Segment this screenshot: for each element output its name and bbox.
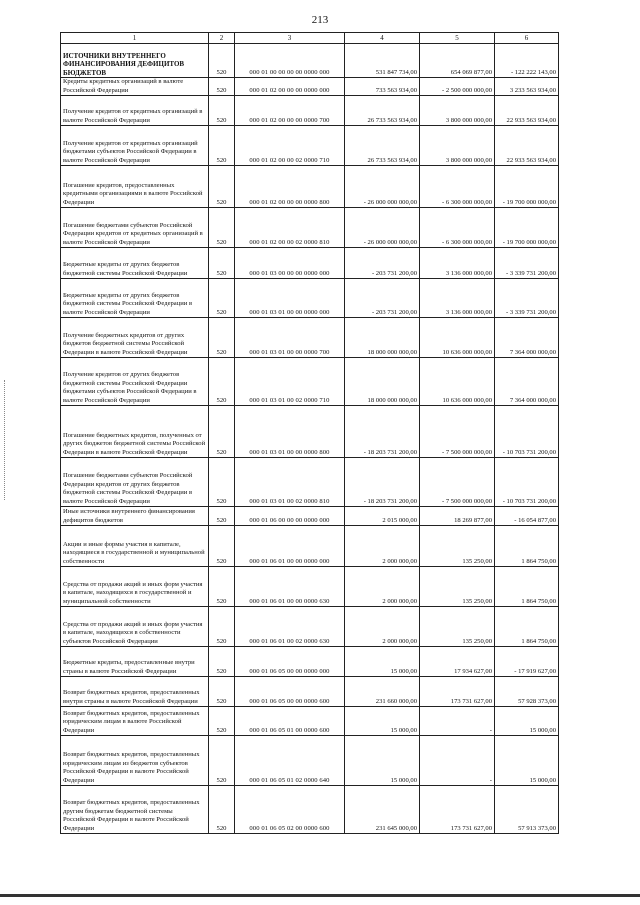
row-approved: 733 563 934,00 <box>345 78 420 96</box>
row-approved: 231 660 000,00 <box>345 677 420 707</box>
row-approved: - 203 731 200,00 <box>345 279 420 318</box>
row-code: 520 <box>209 358 235 406</box>
row-kbk: 000 01 03 01 00 00 0000 700 <box>235 318 345 358</box>
row-unexecuted: - 19 700 000 000,00 <box>495 166 559 208</box>
table-row <box>61 786 559 834</box>
table-row <box>61 208 559 248</box>
row-unexecuted: 57 928 373,00 <box>495 677 559 707</box>
table-row <box>61 707 559 736</box>
row-kbk: 000 01 06 01 00 00 0000 000 <box>235 526 345 567</box>
row-unexecuted: 3 233 563 934,00 <box>495 78 559 96</box>
row-kbk: 000 01 02 00 00 00 0000 800 <box>235 166 345 208</box>
row-unexecuted: 15 000,00 <box>495 736 559 786</box>
row-executed: - 6 300 000 000,00 <box>420 166 495 208</box>
row-code: 520 <box>209 647 235 677</box>
row-unexecuted: 1 864 750,00 <box>495 607 559 647</box>
row-executed: 135 250,00 <box>420 526 495 567</box>
row-approved: 26 733 563 934,00 <box>345 126 420 166</box>
row-approved: 2 000 000,00 <box>345 607 420 647</box>
row-approved: - 203 731 200,00 <box>345 248 420 279</box>
row-unexecuted: - 10 703 731 200,00 <box>495 458 559 507</box>
row-executed: 10 636 000 000,00 <box>420 358 495 406</box>
row-name: Погашение бюджетами субъектов Российской Федерации кредитов от кредитных организаций в валюте Российской Федерации <box>61 208 209 248</box>
table-row <box>61 78 559 96</box>
row-approved: 15 000,00 <box>345 647 420 677</box>
row-executed: 3 800 000 000,00 <box>420 126 495 166</box>
column-header: 4 <box>345 33 420 44</box>
row-code: 520 <box>209 526 235 567</box>
row-executed: 18 269 877,00 <box>420 507 495 526</box>
row-executed: 17 934 627,00 <box>420 647 495 677</box>
row-executed: 173 731 627,00 <box>420 786 495 834</box>
row-executed: - <box>420 736 495 786</box>
row-code: 520 <box>209 208 235 248</box>
row-kbk: 000 01 06 05 00 00 0000 000 <box>235 647 345 677</box>
row-unexecuted: 7 364 000 000,00 <box>495 358 559 406</box>
column-header: 5 <box>420 33 495 44</box>
row-approved: 2 000 000,00 <box>345 567 420 607</box>
row-name: Средства от продажи акций и иных форм участия в капитале, находящихся в государственной и муниципальной собственности <box>61 567 209 607</box>
table-row <box>61 358 559 406</box>
row-code: 520 <box>209 78 235 96</box>
row-unexecuted: - 19 700 000 000,00 <box>495 208 559 248</box>
table-row <box>61 96 559 126</box>
row-name: Акции и иные формы участия в капитале, находящиеся в государственной и муниципальной собственности <box>61 526 209 567</box>
row-kbk: 000 01 00 00 00 00 0000 000 <box>235 44 345 78</box>
table-row <box>61 647 559 677</box>
row-executed: - 6 300 000 000,00 <box>420 208 495 248</box>
row-approved: 15 000,00 <box>345 736 420 786</box>
row-kbk: 000 01 02 00 00 02 0000 810 <box>235 208 345 248</box>
row-approved: - 18 203 731 200,00 <box>345 406 420 458</box>
scan-edge <box>0 894 640 897</box>
row-unexecuted: 1 864 750,00 <box>495 526 559 567</box>
row-kbk: 000 01 06 01 00 00 0000 630 <box>235 567 345 607</box>
row-code: 520 <box>209 607 235 647</box>
row-code: 520 <box>209 786 235 834</box>
row-unexecuted: - 3 339 731 200,00 <box>495 279 559 318</box>
row-kbk: 000 01 03 00 00 00 0000 000 <box>235 248 345 279</box>
column-header-row <box>61 33 559 44</box>
row-code: 520 <box>209 126 235 166</box>
row-executed: 135 250,00 <box>420 607 495 647</box>
row-unexecuted: 57 913 373,00 <box>495 786 559 834</box>
row-approved: - 26 000 000 000,00 <box>345 166 420 208</box>
page-number: 213 <box>311 14 329 26</box>
row-name: Бюджетные кредиты от других бюджетов бюджетной системы Российской Федерации в валюте Российской Федерации <box>61 279 209 318</box>
table-row <box>61 677 559 707</box>
row-executed: 3 136 000 000,00 <box>420 279 495 318</box>
row-code: 520 <box>209 677 235 707</box>
row-name: Получение бюджетных кредитов от других бюджетов бюджетной системы Российской Федерации в валюте Российской Федерации <box>61 318 209 358</box>
row-name: Получение кредитов от других бюджетов бюджетной системы Российской Федерации бюджетами субъектов Российской Федерации в валюте Российской Федерации <box>61 358 209 406</box>
row-kbk: 000 01 03 01 00 02 0000 710 <box>235 358 345 406</box>
row-name: Бюджетные кредиты от других бюджетов бюджетной системы Российской Федерации <box>61 248 209 279</box>
row-name: Погашение бюджетных кредитов, полученных от других бюджетов бюджетной системы Российской Федерации в валюте Российской Федерации <box>61 406 209 458</box>
row-code: 520 <box>209 406 235 458</box>
row-kbk: 000 01 06 01 00 02 0000 630 <box>235 607 345 647</box>
row-name: Получение кредитов от кредитных организаций в валюте Российской Федерации <box>61 96 209 126</box>
table-row <box>61 44 559 78</box>
row-code: 520 <box>209 96 235 126</box>
row-approved: - 18 203 731 200,00 <box>345 458 420 507</box>
table-row <box>61 526 559 567</box>
row-name: Возврат бюджетных кредитов, предоставленных внутри страны в валюте Российской Федерации <box>61 677 209 707</box>
row-name: Погашение бюджетами субъектов Российской Федерации кредитов от других бюджетов бюджетной системы Российской Федерации в валюте Российской Федерации <box>61 458 209 507</box>
row-approved: - 26 000 000 000,00 <box>345 208 420 248</box>
row-kbk: 000 01 02 00 00 00 0000 000 <box>235 78 345 96</box>
budget-sources-table <box>60 32 559 834</box>
row-code: 520 <box>209 248 235 279</box>
row-unexecuted: 22 933 563 934,00 <box>495 126 559 166</box>
table-row <box>61 166 559 208</box>
row-executed: - <box>420 707 495 736</box>
row-code: 520 <box>209 567 235 607</box>
column-header: 3 <box>235 33 345 44</box>
row-name: Погашение кредитов, предоставленных кредитными организациями в валюте Российской Федерации <box>61 166 209 208</box>
row-unexecuted: - 122 222 143,00 <box>495 44 559 78</box>
row-approved: 231 645 000,00 <box>345 786 420 834</box>
table-row <box>61 318 559 358</box>
row-kbk: 000 01 06 05 00 00 0000 600 <box>235 677 345 707</box>
row-name: Возврат бюджетных кредитов, предоставленных юридическим лицам из бюджетов субъектов Российской Федерации в валюте Российской Федерации <box>61 736 209 786</box>
row-name: Возврат бюджетных кредитов, предоставленных другим бюджетам бюджетной системы Российской Федерации в валюте Российской Федерации <box>61 786 209 834</box>
row-unexecuted: - 10 703 731 200,00 <box>495 406 559 458</box>
row-kbk: 000 01 02 00 00 00 0000 700 <box>235 96 345 126</box>
row-name: Иные источники внутреннего финансирования дефицитов бюджетов <box>61 507 209 526</box>
row-kbk: 000 01 06 00 00 00 0000 000 <box>235 507 345 526</box>
row-name: ИСТОЧНИКИ ВНУТРЕННЕГО ФИНАНСИРОВАНИЯ ДЕФИЦИТОВ БЮДЖЕТОВ <box>61 44 209 78</box>
table-row <box>61 607 559 647</box>
table-row <box>61 507 559 526</box>
row-code: 520 <box>209 44 235 78</box>
row-name: Получение кредитов от кредитных организаций бюджетами субъектов Российской Федерации в валюте Российской Федерации <box>61 126 209 166</box>
table-row <box>61 736 559 786</box>
row-code: 520 <box>209 318 235 358</box>
row-code: 520 <box>209 166 235 208</box>
row-unexecuted: 1 864 750,00 <box>495 567 559 607</box>
row-code: 520 <box>209 279 235 318</box>
row-unexecuted: - 3 339 731 200,00 <box>495 248 559 279</box>
row-unexecuted: 7 364 000 000,00 <box>495 318 559 358</box>
row-name: Бюджетные кредиты, предоставленные внутри страны в валюте Российской Федерации <box>61 647 209 677</box>
column-header: 1 <box>61 33 209 44</box>
row-name: Кредиты кредитных организаций в валюте Российской Федерации <box>61 78 209 96</box>
row-approved: 15 000,00 <box>345 707 420 736</box>
row-kbk: 000 01 02 00 00 02 0000 710 <box>235 126 345 166</box>
row-kbk: 000 01 06 05 01 02 0000 640 <box>235 736 345 786</box>
row-executed: 173 731 627,00 <box>420 677 495 707</box>
table-row <box>61 567 559 607</box>
row-code: 520 <box>209 507 235 526</box>
row-executed: 3 800 000 000,00 <box>420 96 495 126</box>
row-unexecuted: - 17 919 627,00 <box>495 647 559 677</box>
column-header: 6 <box>495 33 559 44</box>
row-unexecuted: 15 000,00 <box>495 707 559 736</box>
row-approved: 2 000 000,00 <box>345 526 420 567</box>
row-executed: 135 250,00 <box>420 567 495 607</box>
row-approved: 2 015 000,00 <box>345 507 420 526</box>
row-executed: 654 069 877,00 <box>420 44 495 78</box>
row-approved: 531 847 734,00 <box>345 44 420 78</box>
row-executed: - 2 500 000 000,00 <box>420 78 495 96</box>
row-kbk: 000 01 03 01 00 02 0000 810 <box>235 458 345 507</box>
row-code: 520 <box>209 707 235 736</box>
table-row <box>61 406 559 458</box>
margin-marks <box>4 380 9 500</box>
row-kbk: 000 01 06 05 01 00 0000 600 <box>235 707 345 736</box>
column-header: 2 <box>209 33 235 44</box>
row-code: 520 <box>209 458 235 507</box>
row-approved: 18 000 000 000,00 <box>345 318 420 358</box>
row-name: Возврат бюджетных кредитов, предоставленных юридическим лицам в валюте Российской Федерации <box>61 707 209 736</box>
row-executed: - 7 500 000 000,00 <box>420 458 495 507</box>
row-executed: 3 136 000 000,00 <box>420 248 495 279</box>
row-executed: 10 636 000 000,00 <box>420 318 495 358</box>
row-name: Средства от продажи акций и иных форм участия в капитале, находящихся в собственности субъектов Российской Федерации <box>61 607 209 647</box>
table-row <box>61 458 559 507</box>
table-row <box>61 248 559 279</box>
row-unexecuted: - 16 054 877,00 <box>495 507 559 526</box>
row-executed: - 7 500 000 000,00 <box>420 406 495 458</box>
row-kbk: 000 01 03 01 00 00 0000 800 <box>235 406 345 458</box>
row-unexecuted: 22 933 563 934,00 <box>495 96 559 126</box>
row-kbk: 000 01 06 05 02 00 0000 600 <box>235 786 345 834</box>
row-code: 520 <box>209 736 235 786</box>
row-approved: 26 733 563 934,00 <box>345 96 420 126</box>
row-kbk: 000 01 03 01 00 00 0000 000 <box>235 279 345 318</box>
table-row <box>61 126 559 166</box>
row-approved: 18 000 000 000,00 <box>345 358 420 406</box>
table-row <box>61 279 559 318</box>
